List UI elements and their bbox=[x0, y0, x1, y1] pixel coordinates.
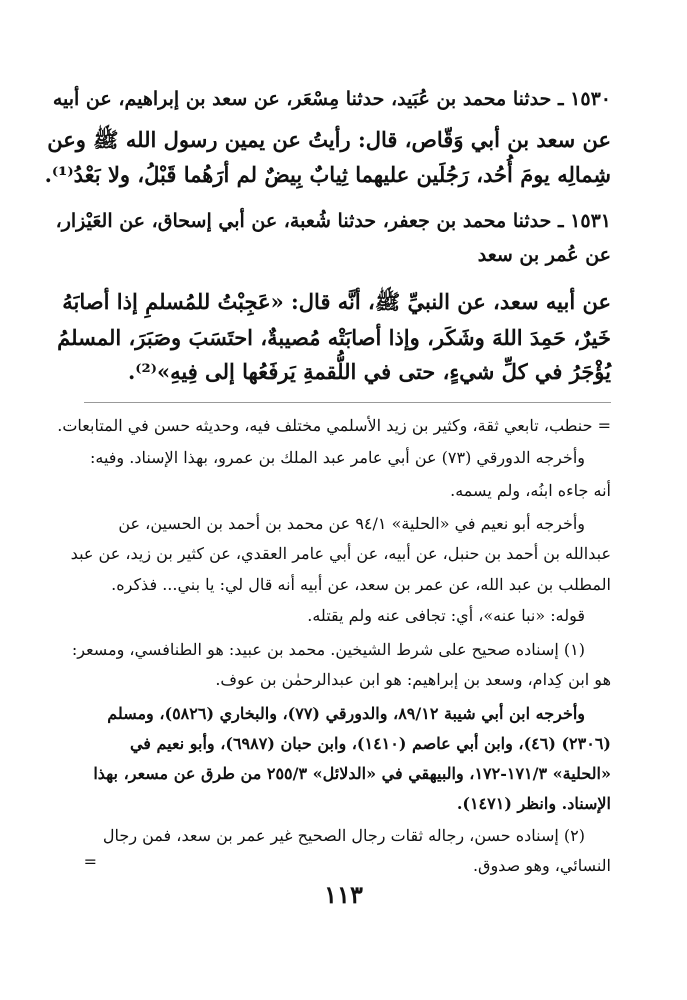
footnote-line: (٢٣٠٦) (٤٦)، وابن أبي عاصم (١٤١٠)، وابن حبان (٦٩٨٧)، وأبو نعيم في bbox=[129, 734, 611, 753]
footnote-continuation-mark: = bbox=[83, 852, 97, 871]
footnote-line: «الحلية» ١٧١/٣-١٧٢، والبيهقي في «الدلائل» ٢٥٥/٣ من طرق عن مسعر، بهذا bbox=[93, 764, 611, 783]
hadith-1531-isnad-line: ١٥٣١ ـ حدثنا محمد بن جعفر، حدثنا شُعبة، عن أبي إسحاق، عن العَيْزار، bbox=[55, 210, 611, 232]
hadith-1530-matn-line: عن سعد بن أبي وَقّاص، قال: رأيتُ عن يمين رسول الله ﷺ وعن bbox=[47, 127, 611, 152]
footnote-separator bbox=[84, 402, 611, 403]
hadith-1530-isnad-line: ١٥٣٠ ـ حدثنا محمد بن عُبَيد، حدثنا مِسْعَر، عن سعد بن إبراهيم، عن أبيه bbox=[52, 88, 611, 110]
footnote-line: الإسناد. وانظر (١٤٧١). bbox=[456, 794, 611, 813]
footnote-line: (١) إسناده صحيح على شرط الشيخين. محمد بن عبيد: هو الطنافسي، ومسعر: bbox=[71, 640, 585, 659]
footnote-line: قوله: «نبا عنه»، أي: تجافى عنه ولم يقتله. bbox=[307, 606, 585, 625]
page-number: ١١٣ bbox=[324, 880, 363, 909]
footnote-line: هو ابن كِدام، وسعد بن إبراهيم: هو ابن عبدالرحمٰن بن عوف. bbox=[215, 670, 611, 689]
footnote-line: وأخرجه أبو نعيم في «الحلية» ٩٤/١ عن محمد بن أحمد بن الحسين، عن bbox=[118, 514, 585, 533]
footnote-line: المطلب بن عبد الله، عن عمر بن سعد، عن أبيه أنه قال لي: يا بني... فذكره. bbox=[111, 575, 611, 594]
hadith-1531-isnad-line: عن عُمر بن سعد bbox=[477, 244, 611, 266]
footnote-line: = حنطب، تابعي ثقة، وكثير بن زيد الأسلمي مختلف فيه، وحديثه حسن في المتابعات. bbox=[57, 416, 611, 435]
hadith-1530-matn-line: شِمالِه يومَ أُحُد، رَجُلَين عليهما ثِيابٌ بِيضٌ لم أرَهُما قَبْلُ، ولا بَعْدُ⁽¹⁾. bbox=[44, 162, 611, 187]
footnote-line: وأخرجه ابن أبي شيبة ٨٩/١٢، والدورقي (٧٧)، والبخاري (٥٨٢٦)، ومسلم bbox=[107, 704, 585, 723]
hadith-1531-matn-line: خَيرٌ، حَمِدَ اللهَ وشَكَر، وإذا أصابَتْه مُصيبةٌ، احتَسَبَ وصَبَرَ، المسلمُ bbox=[57, 325, 611, 350]
hadith-1531-matn-line: يُؤْجَرُ في كلِّ شيءٍ، حتى في اللُّقمةِ يَرفَعُها إلى فِيهِ»⁽²⁾. bbox=[127, 359, 611, 384]
footnote-line: النسائي، وهو صدوق. bbox=[472, 856, 611, 875]
footnote-line: (٢) إسناده حسن، رجاله ثقات رجال الصحيح غير عمر بن سعد، فمن رجال bbox=[102, 826, 585, 845]
footnote-line: وأخرجه الدورقي (٧٣) عن أبي عامر عبد الملك بن عمرو، بهذا الإسناد. وفيه: bbox=[89, 448, 585, 467]
footnote-line: عبدالله بن أحمد بن حنبل، عن أبيه، عن أبي عامر العقدي، عن كثير بن زيد، عن عبد bbox=[70, 544, 611, 563]
hadith-1531-matn-line: عن أبيه سعد، عن النبيِّ ﷺ، أنَّه قال: «عَجِبْتُ للمُسلمِ إذا أصابَهُ bbox=[62, 289, 611, 314]
footnote-line: أنه جاءه ابنُه، ولم يسمه. bbox=[450, 481, 611, 500]
